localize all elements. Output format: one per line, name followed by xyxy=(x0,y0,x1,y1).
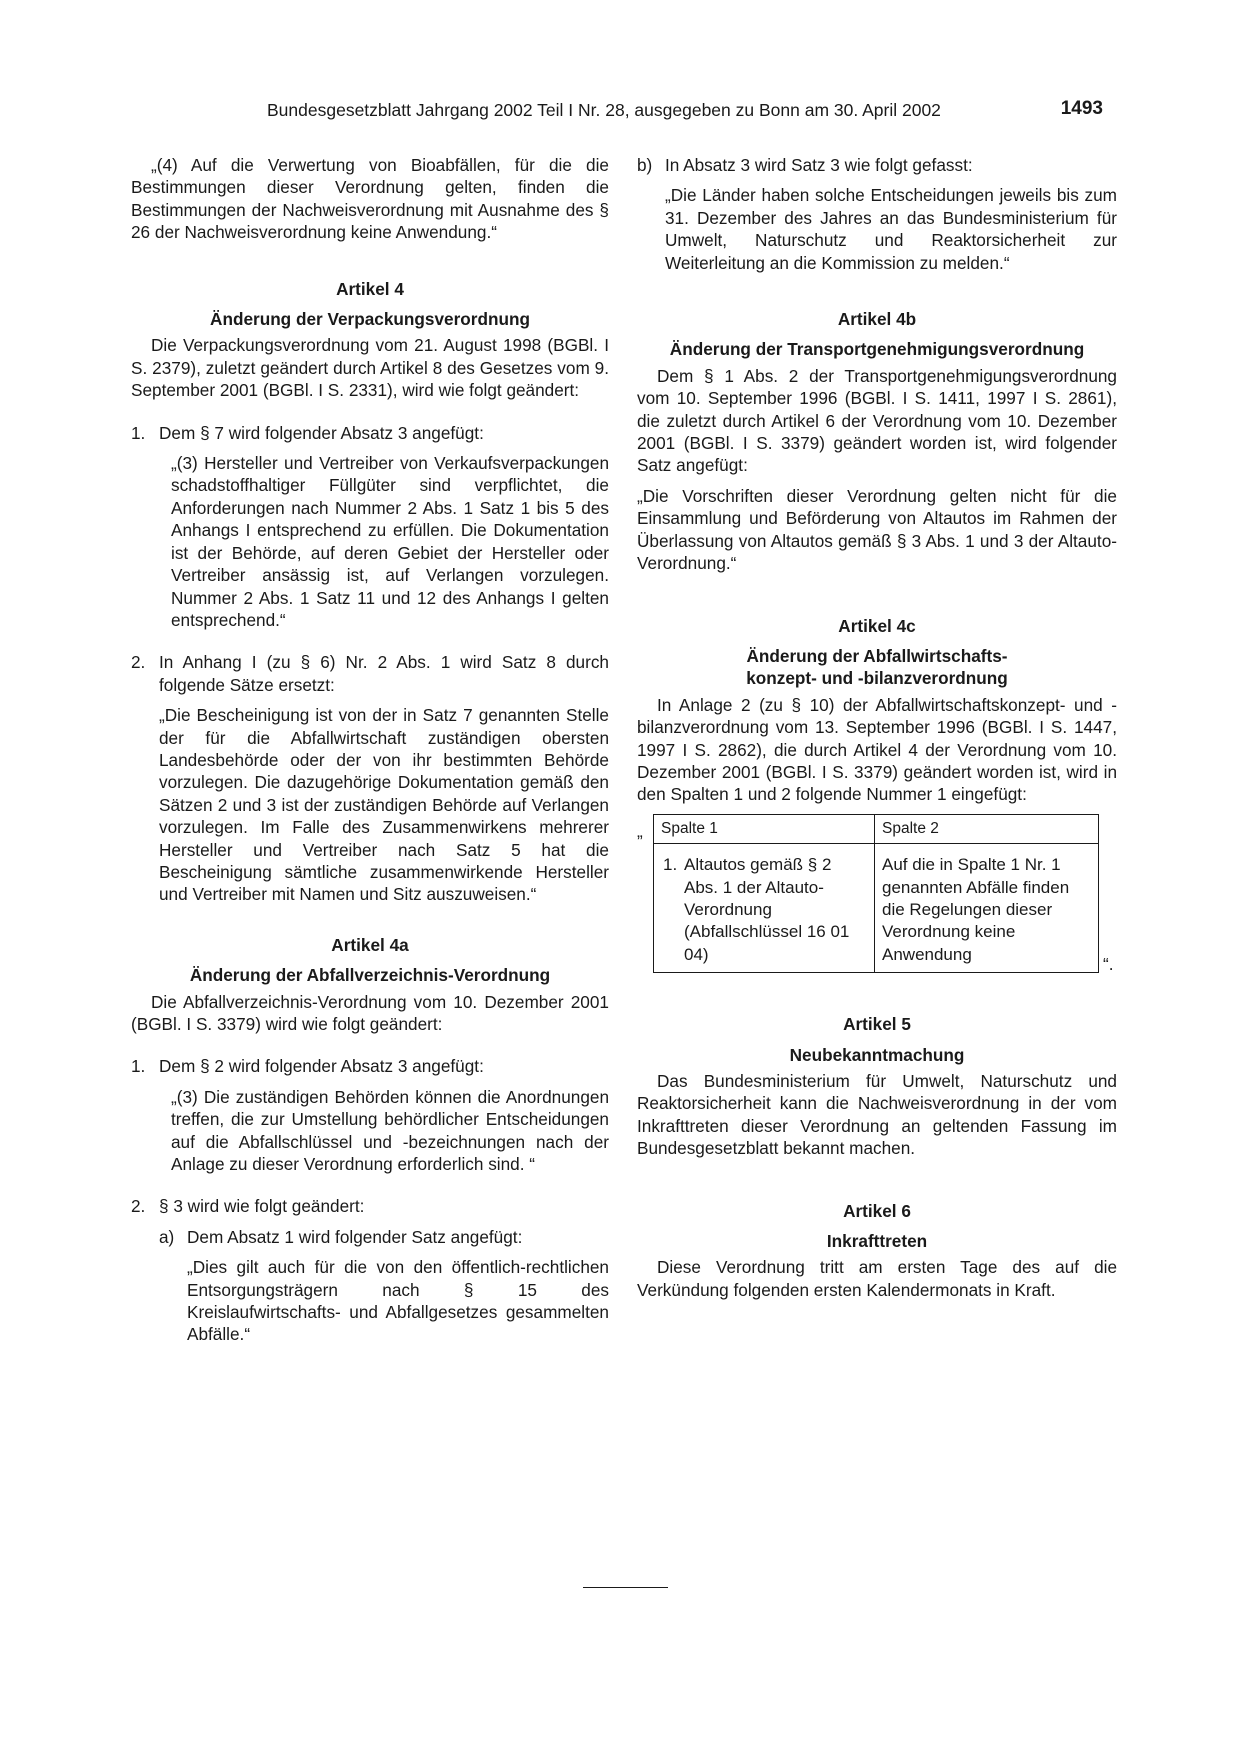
list-item-text: Dem § 7 wird folgender Absatz 3 angefügt: xyxy=(159,422,484,443)
page-header xyxy=(267,100,1103,126)
list-number: 2. xyxy=(131,652,146,673)
table-close-quote: “. xyxy=(1103,953,1114,974)
list-item-text: In Anhang I (zu § 6) Nr. 2 Abs. 1 wird Satz 8 durch folgende Sätze ersetzt: xyxy=(159,652,609,695)
list-item xyxy=(131,1195,609,1217)
article-4b-body: Dem § 1 Abs. 2 der Transportgenehmigungsverordnung vom 10. September 1996 (BGBl. I S. 1411, 1997 I S. 2861), die zuletzt durch Artikel 6 der Verordnung vom 10. Dezember 2001 (BGBl. I S. 3379) geändert worden ist, wird folgender Satz angefügt: xyxy=(637,365,1117,476)
quoted-text: „Die Länder haben solche Entscheidungen jeweils bis zum 31. Dezember des Jahres an das Bundesministerium für Umwelt, Naturschutz und Reaktorsicherheit zur Weiterleitung an die Kommission zu melden.“ xyxy=(665,185,1117,273)
article-4a-title: Änderung der Abfallverzeichnis-Verordnung xyxy=(189,965,551,986)
article-4c-heading: Artikel 4c xyxy=(838,615,916,636)
article-4c-body: In Anlage 2 (zu § 10) der Abfallwirtschaftskonzept- und -bilanzverordnung vom 13. September 1996 (BGBl. I S. 1447, 1997 I S. 2862), die durch Artikel 4 der Verordnung vom 10. Dezember 2001 (BGBl. I S. 3379) geändert worden ist, wird in den Spalten 1 und 2 folgende Nummer 1 eingefügt: xyxy=(637,694,1117,805)
sub-item-letter: b) xyxy=(637,155,653,175)
table-cell-spalte-1 xyxy=(654,844,875,973)
spalten-table-block xyxy=(637,814,1117,973)
table-header-spalte-1: Spalte 1 xyxy=(654,814,875,843)
quoted-text: „Dies gilt auch für die von den öffentlich-rechtlichen Entsorgungsträgern nach § 15 des Kreislaufwirtschafts- und Abfallgesetzes gesammelten Abfälle.“ xyxy=(187,1257,609,1345)
table-row xyxy=(654,844,1099,973)
article-4b-title: Änderung der Transportgenehmigungsverordnung xyxy=(669,339,1085,360)
end-divider xyxy=(583,1587,668,1588)
page-number: 1493 xyxy=(1060,98,1103,119)
article-4c-title-line1: Änderung der Abfallwirtschafts- xyxy=(746,645,1008,666)
list-number: 1. xyxy=(131,422,146,443)
quoted-text: „(3) Hersteller und Vertreiber von Verkaufsverpackungen schadstoffhaltiger Füllgüter sind verpflichtet, die Anforderungen nach Nummer 2 Abs. 1 Satz 1 bis 5 des Anhangs I entsprechend zu erfüllen. Die Dokumentation ist der Behörde, auf deren Gebiet der Hersteller oder Vertreiber ansässig ist, auf Verlangen vorzulegen. Nummer 2 Abs. 1 Satz 11 und 12 des Anhangs I gelten entsprechend.“ xyxy=(171,453,609,630)
list-item xyxy=(131,1055,609,1077)
table-cell-spalte-2 xyxy=(875,844,1099,973)
list-number: 1. xyxy=(131,1056,146,1077)
article-4a-body: Die Abfallverzeichnis-Verordnung vom 10. Dezember 2001 (BGBl. I S. 3379) wird wie folgt geändert: xyxy=(131,991,609,1034)
article-4-body: Die Verpackungsverordnung vom 21. August 1998 (BGBl. I S. 2379), zuletzt geändert durch Artikel 8 des Gesetzes vom 9. September 2001 (BGBl. I S. 2331), wird wie folgt geändert: xyxy=(131,335,609,401)
article-4a-heading: Artikel 4a xyxy=(331,934,409,955)
gazette-title: Bundesgesetzblatt Jahrgang 2002 Teil I Nr. 28, ausgegeben zu Bonn am 30. April 2002 xyxy=(267,100,941,120)
quoted-text: „(3) Die zuständigen Behörden können die Anordnungen treffen, die zur Umstellung behördlicher Entscheidungen auf die Abfallschlüssel und -bezeichnungen nach der Anlage zu dieser Verordnung erforderlich sind. “ xyxy=(171,1086,609,1175)
sub-item xyxy=(637,154,1117,176)
table-header-row xyxy=(654,814,1099,843)
right-column xyxy=(637,154,1117,1301)
list-item-text: Dem § 2 wird folgender Absatz 3 angefügt: xyxy=(159,1056,484,1077)
sub-item-text: In Absatz 3 wird Satz 3 wie folgt gefasst: xyxy=(665,155,973,175)
list-number: 2. xyxy=(131,1196,146,1217)
article-6-body: Diese Verordnung tritt am ersten Tage des auf die Verkündung folgenden ersten Kalendermonats in Kraft. xyxy=(637,1257,1117,1300)
paragraph-intro: „(4) Auf die Verwertung von Bioabfällen, für die die Bestimmungen dieser Verordnung gelten, finden die Bestimmungen der Nachweisverordnung mit Ausnahme des § 26 der Nachweisverordnung keine Anwendung.“ xyxy=(131,155,609,243)
article-4-heading: Artikel 4 xyxy=(336,278,404,299)
article-6-title: Inkrafttreten xyxy=(826,1231,928,1252)
article-5-body: Das Bundesministerium für Umwelt, Naturschutz und Reaktorsicherheit kann die Nachweisverordnung in der vom Inkrafttreten dieser Verordnung an geltenden Fassung im Bundesgesetzblatt bekannt machen. xyxy=(637,1071,1117,1159)
list-item-text: § 3 wird wie folgt geändert: xyxy=(159,1196,365,1217)
table-list-entry xyxy=(661,854,867,966)
table-open-quote: „ xyxy=(637,820,643,841)
article-4b-heading: Artikel 4b xyxy=(837,309,917,330)
table-row-number: 1. xyxy=(663,855,678,875)
article-4-title: Änderung der Verpackungsverordnung xyxy=(210,309,530,330)
left-column xyxy=(131,154,609,1346)
quoted-text: „Die Bescheinigung ist von der in Satz 7 genannten Stelle der für die Abfallwirtschaft zuständigen obersten Landesbehörde oder der von ihr bestimmten Behörde vorzulegen. Die dazugehörige Dokumentation gemäß den Sätzen 2 und 3 ist der zuständigen Behörde auf Verlangen vorzulegen. Im Falle des Zusammenwirkens mehrerer Hersteller und Vertreiber nach Satz 5 hat die Bescheinigung sämtliche zusammenwirkende Hersteller und Vertreiber mit Namen und Sitz auszuweisen.“ xyxy=(159,705,609,905)
list-item xyxy=(131,422,609,444)
sub-item xyxy=(131,1226,609,1248)
sub-item-letter: a) xyxy=(159,1226,175,1247)
table-cell-text: Auf die in Spalte 1 Nr. 1 genannten Abfälle finden die Regelungen dieser Verordnung keine Anwendung xyxy=(882,855,1070,964)
list-item xyxy=(131,651,609,696)
article-5-title: Neubekanntmachung xyxy=(789,1044,965,1065)
article-5-heading: Artikel 5 xyxy=(843,1014,911,1035)
sub-item-text: Dem Absatz 1 wird folgender Satz angefügt: xyxy=(187,1226,523,1247)
spalten-table xyxy=(653,814,1099,973)
table-header-spalte-2: Spalte 2 xyxy=(875,814,1099,843)
table-cell-text: Altautos gemäß § 2 Abs. 1 der Altauto-Verordnung (Abfallschlüssel 16 01 04) xyxy=(684,855,850,964)
quoted-text: „Die Vorschriften dieser Verordnung gelten nicht für die Einsammlung und Beförderung von Altautos im Rahmen der Überlassung von Altautos gemäß § 3 Abs. 1 und 3 der Altauto-Verordnung.“ xyxy=(637,485,1117,574)
article-6-heading: Artikel 6 xyxy=(843,1200,911,1221)
article-4c-title-line2: konzept- und -bilanzverordnung xyxy=(746,668,1008,689)
